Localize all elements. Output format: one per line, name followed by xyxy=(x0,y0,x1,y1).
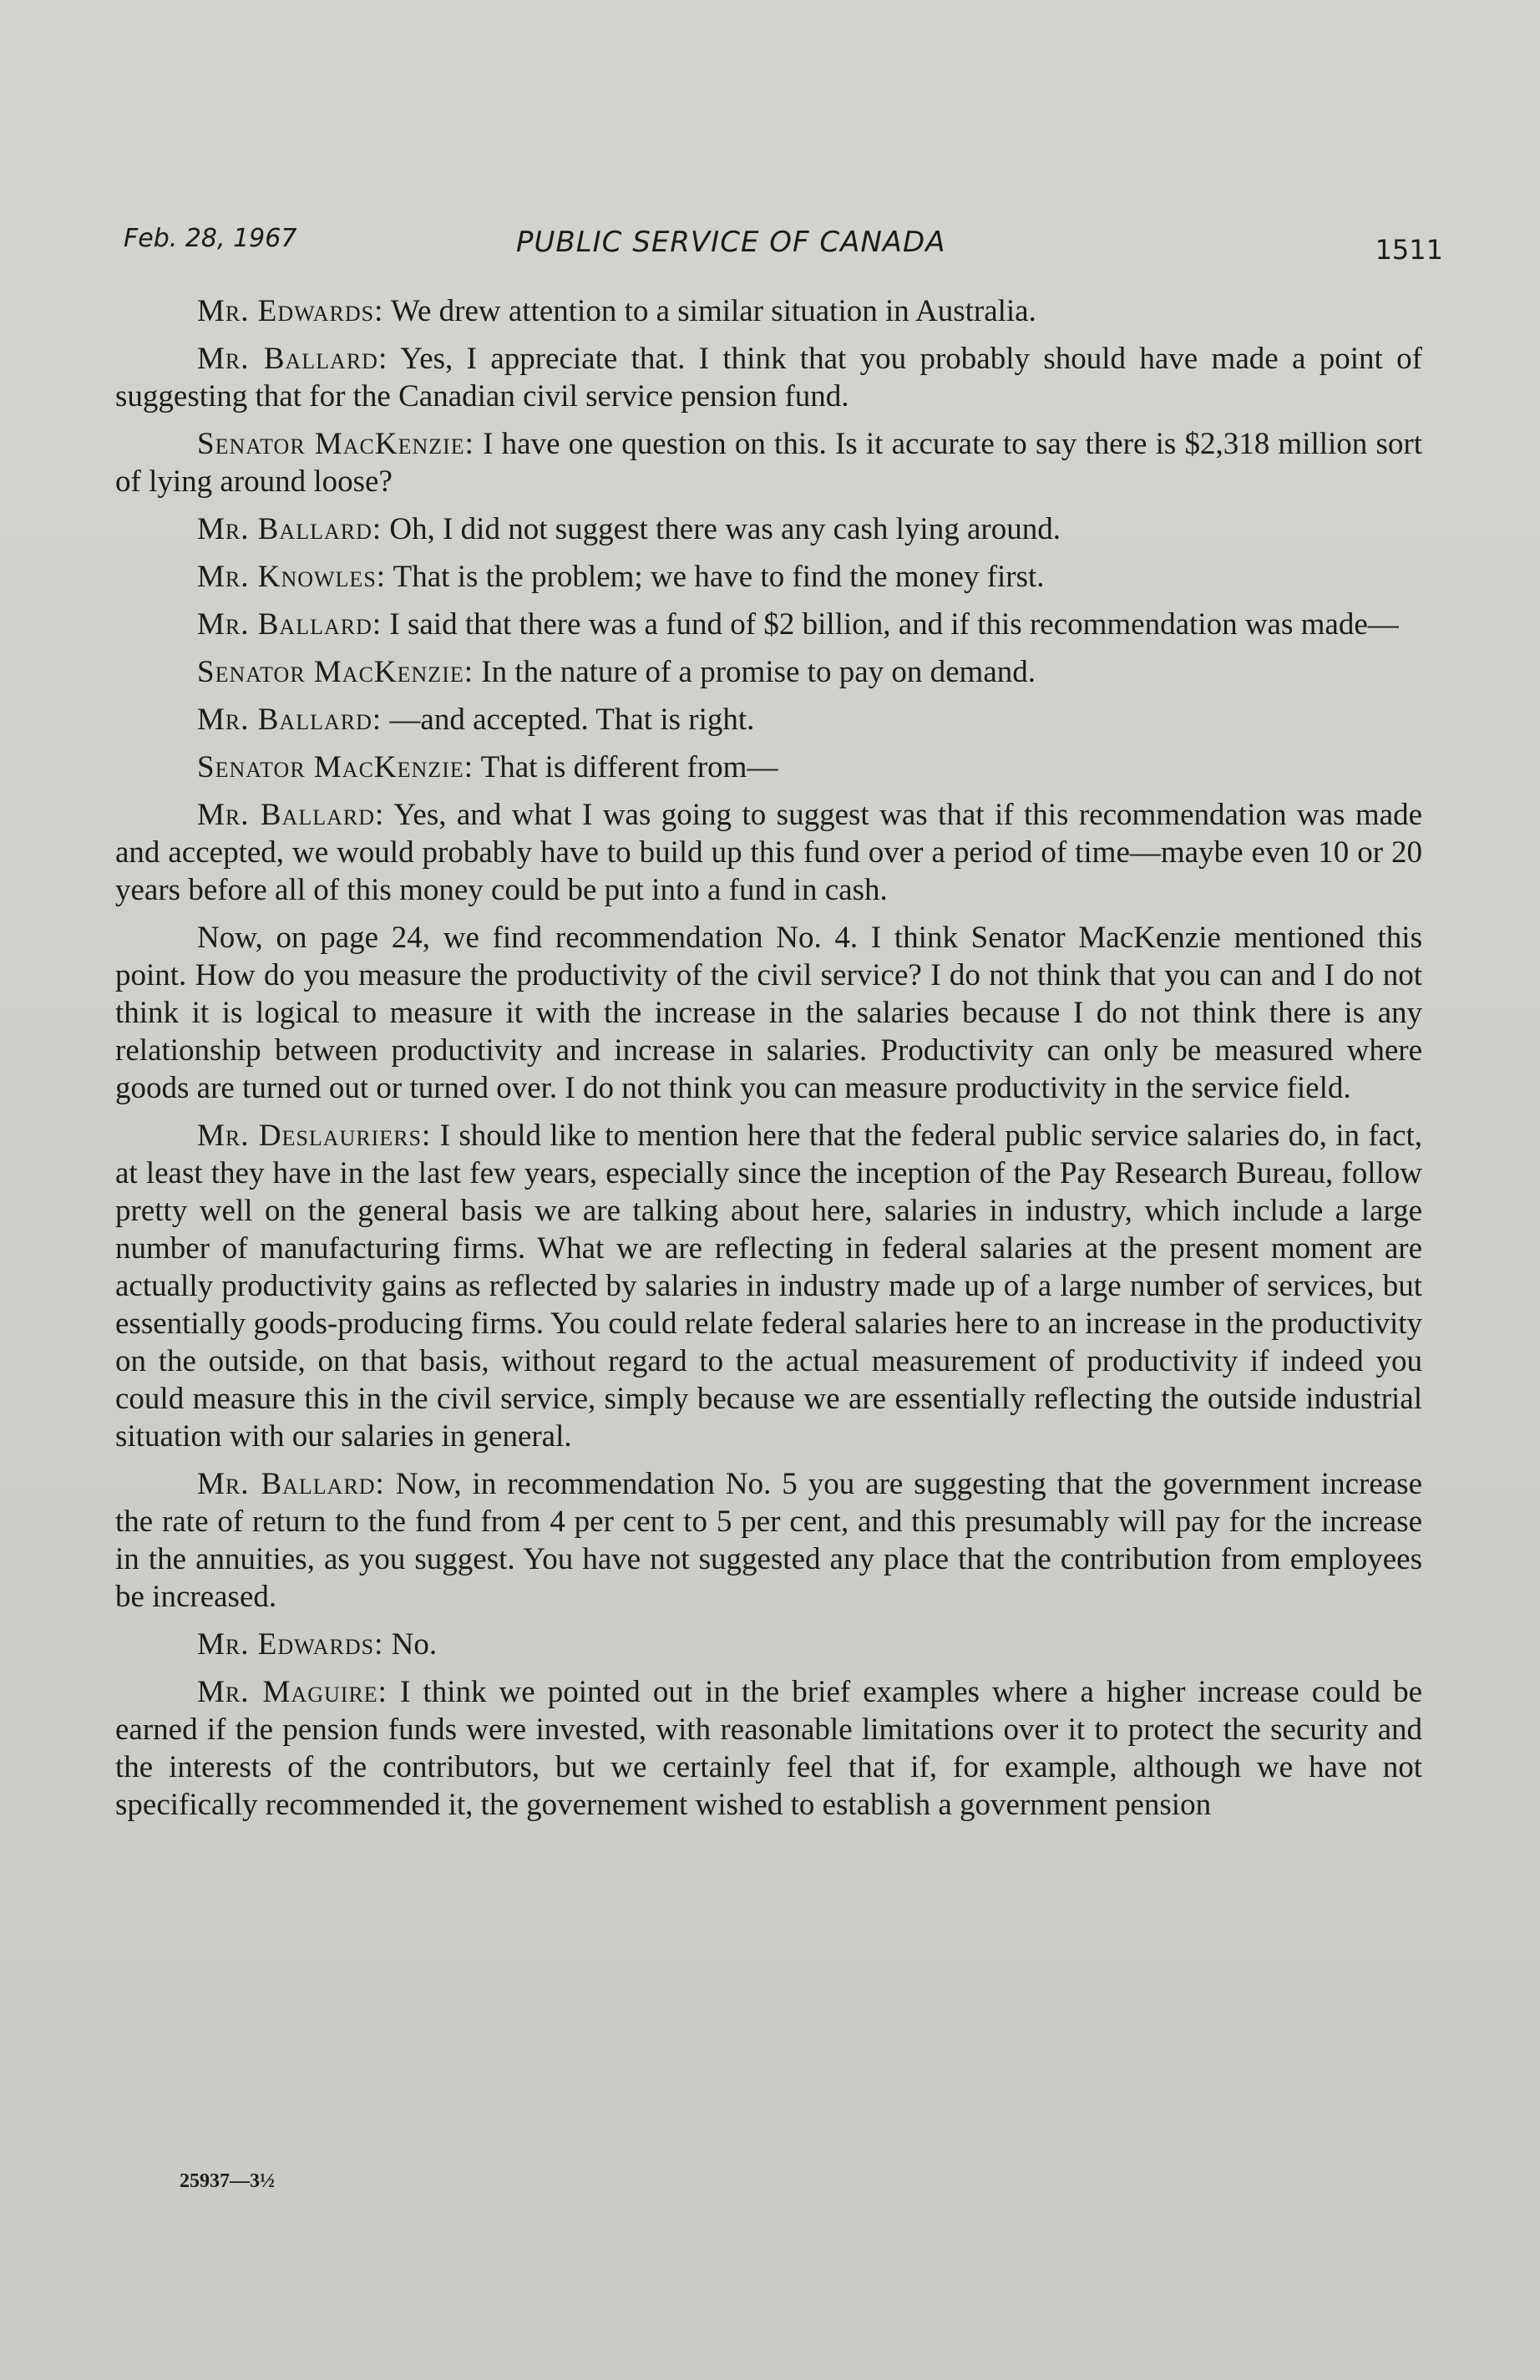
transcript-paragraph xyxy=(115,919,1422,1107)
speech-text: No. xyxy=(391,1627,438,1662)
transcript-paragraph xyxy=(115,701,1422,738)
speech-text: I have one question on this. Is it accurate to say there is $2,318 million sort of lying around loose? xyxy=(115,427,1422,499)
page-number: 1511 xyxy=(1375,234,1443,266)
speaker-name: Mr. Knowles: xyxy=(197,560,387,594)
transcript-paragraph xyxy=(115,1465,1422,1616)
transcript-paragraph xyxy=(115,1626,1422,1663)
speaker-name: Senator MacKenzie: xyxy=(197,750,474,784)
speech-text: I think we pointed out in the brief examples where a higher increase could be earned if the pension funds were invested, with reasonable limitations over it to protect the security and the interests of the contributors, but we certainly feel that if, for example, although we have not specifically recommended it, the governement wished to establish a government pension xyxy=(115,1675,1422,1822)
speech-text: We drew attention to a similar situation in Australia. xyxy=(391,294,1036,328)
speech-text: Yes, and what I was going to suggest was that if this recommendation was made and accepted, we would probably have to build up this fund over a period of time—maybe even 10 or 20 years before all of this money could be put into a fund in cash. xyxy=(115,798,1423,907)
page-header xyxy=(124,219,1443,269)
transcript-paragraph xyxy=(115,340,1422,415)
header-date: Feb. 28, 1967 xyxy=(124,224,297,253)
transcript-paragraph xyxy=(115,510,1422,548)
speech-text: Now, in recommendation No. 5 you are suggesting that the government increase the rate of return to the fund from 4 per cent to 5 per cent, and this presumably will pay for the increase in the annuities, as you suggest. You have not suggested any place that the contribution from employees be increased. xyxy=(115,1467,1422,1614)
speech-text: I said that there was a fund of $2 billion, and if this recommendation was made— xyxy=(389,607,1399,642)
transcript-paragraph xyxy=(115,606,1422,643)
speaker-name: Mr. Edwards: xyxy=(197,294,384,328)
speaker-name: Mr. Maguire: xyxy=(197,1675,388,1709)
speech-text: Oh, I did not suggest there was any cash lying around. xyxy=(389,512,1061,546)
transcript-paragraph xyxy=(115,796,1422,909)
transcript-paragraph xyxy=(115,1673,1422,1824)
header-title: PUBLIC SERVICE OF CANADA xyxy=(516,226,946,259)
speech-text: Yes, I appreciate that. I think that you probably should have made a point of suggesting that for the Canadian civil service pension fund. xyxy=(115,342,1422,414)
speaker-name: Mr. Ballard: xyxy=(197,1467,385,1501)
print-code: 25937—3½ xyxy=(180,2170,275,2192)
speech-text: Now, on page 24, we find recommendation No. 4. I think Senator MacKenzie mentioned this point. How do you measure the productivity of the civil service? I do not think that you can and I do not think it is logical to measure it with the increase in the salaries because I do not think there is any relationship between productivity and increase in salaries. Productivity can only be measured where goods are turned out or turned over. I do not think you can measure productivity in the service field. xyxy=(115,921,1422,1105)
transcript-paragraph xyxy=(115,292,1422,330)
speaker-name: Senator MacKenzie: xyxy=(197,655,474,689)
transcript-body xyxy=(115,292,1422,1834)
speaker-name: Mr. Ballard: xyxy=(197,703,382,737)
transcript-paragraph xyxy=(115,1117,1422,1455)
transcript-paragraph xyxy=(115,425,1422,500)
transcript-paragraph xyxy=(115,653,1422,691)
speaker-name: Senator MacKenzie: xyxy=(197,427,474,461)
speech-text: That is the problem; we have to find the money first. xyxy=(393,560,1045,594)
speech-text: In the nature of a promise to pay on demand. xyxy=(481,655,1036,689)
speaker-name: Mr. Ballard: xyxy=(197,342,388,376)
transcript-paragraph xyxy=(115,749,1422,786)
speaker-name: Mr. Deslauriers: xyxy=(197,1119,432,1153)
speech-text: —and accepted. That is right. xyxy=(389,703,755,737)
speaker-name: Mr. Ballard: xyxy=(197,798,385,832)
speaker-name: Mr. Edwards: xyxy=(197,1627,384,1662)
speaker-name: Mr. Ballard: xyxy=(197,512,382,546)
transcript-paragraph xyxy=(115,558,1422,596)
speech-text: That is different from— xyxy=(480,750,778,784)
speaker-name: Mr. Ballard: xyxy=(197,607,382,642)
speech-text: I should like to mention here that the federal public service salaries do, in fact, at least they have in the last few years, especially since the inception of the Pay Research Bureau, follow pretty well on the general basis we are talking about here, salaries in industry, which include a large number of manufacturing firms. What we are reflecting in federal salaries at the present moment are actually productivity gains as reflected by salaries in industry made up of a large number of services, but essentially goods-producing firms. You could relate federal salaries here to an increase in the productivity on the outside, on that basis, without regard to the actual measurement of productivity if indeed you could measure this in the civil service, simply because we are essentially reflecting the outside industrial situation with our salaries in general. xyxy=(115,1119,1423,1454)
